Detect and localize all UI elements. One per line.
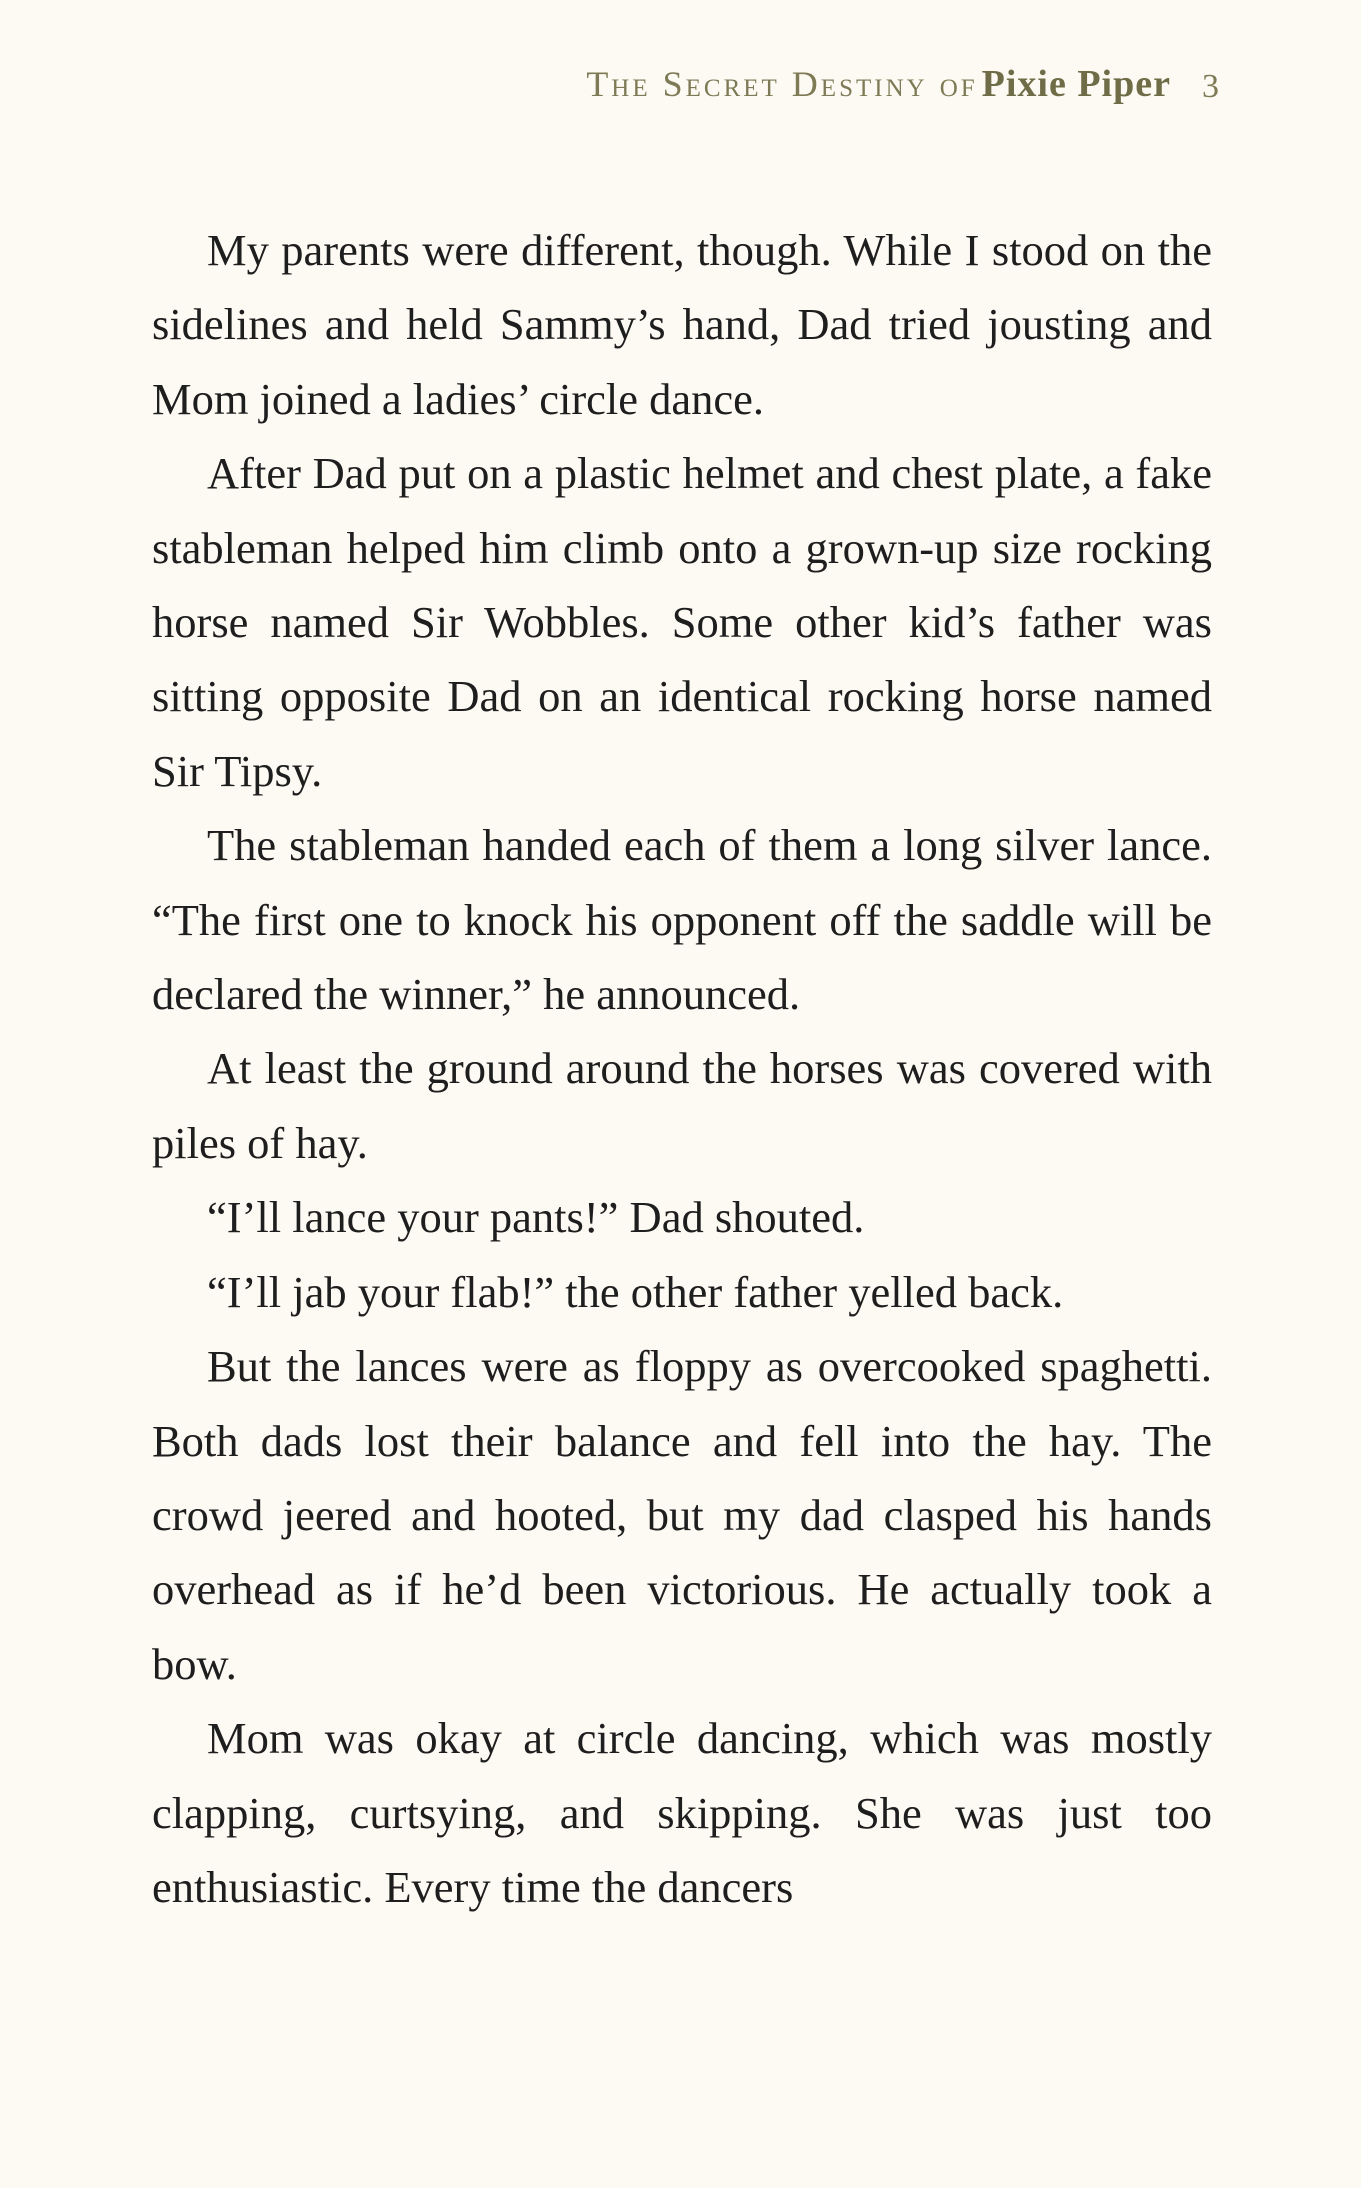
paragraph: But the lances were as floppy as overcooked spaghetti. Both dads lost their balance and fell into the hay. The crowd jeered and hooted, but my dad clasped his hands overhead as if he’d been victorious. He actually took a bow. — [152, 1341, 1212, 1689]
paragraph: After Dad put on a plastic helmet and chest plate, a fake stableman helped him climb onto a grown-up size rocking horse named Sir Wobbles. Some other kid’s father was sitting opposite Dad on an identical rocking horse named Sir Tipsy. — [152, 448, 1212, 796]
paragraph: Mom was okay at circle dancing, which was mostly clapping, curtsying, and skipping. She was just too enthusiastic. Every time the dancers — [152, 1713, 1212, 1912]
series-title: The Secret Destiny of — [586, 64, 978, 104]
paragraph: My parents were different, though. While I stood on the sidelines and held Sammy’s hand, Dad tried jousting and Mom joined a ladies’ circle dance. — [152, 225, 1212, 424]
paragraph: “I’ll jab your flab!” the other father yelled back. — [207, 1266, 1064, 1317]
running-header — [0, 62, 1361, 122]
paragraph: At least the ground around the horses was covered with piles of hay. — [152, 1043, 1212, 1168]
running-header-title — [586, 62, 1171, 106]
page-number: 3 — [1202, 68, 1219, 105]
series-name: Pixie Piper — [981, 63, 1171, 105]
body-text — [152, 213, 1212, 1924]
paragraph: “I’ll lance your pants!” Dad shouted. — [207, 1192, 865, 1243]
paragraph: The stableman handed each of them a long silver lance. “The first one to knock his opponent off the saddle will be declared the winner,” he announced. — [152, 820, 1212, 1020]
